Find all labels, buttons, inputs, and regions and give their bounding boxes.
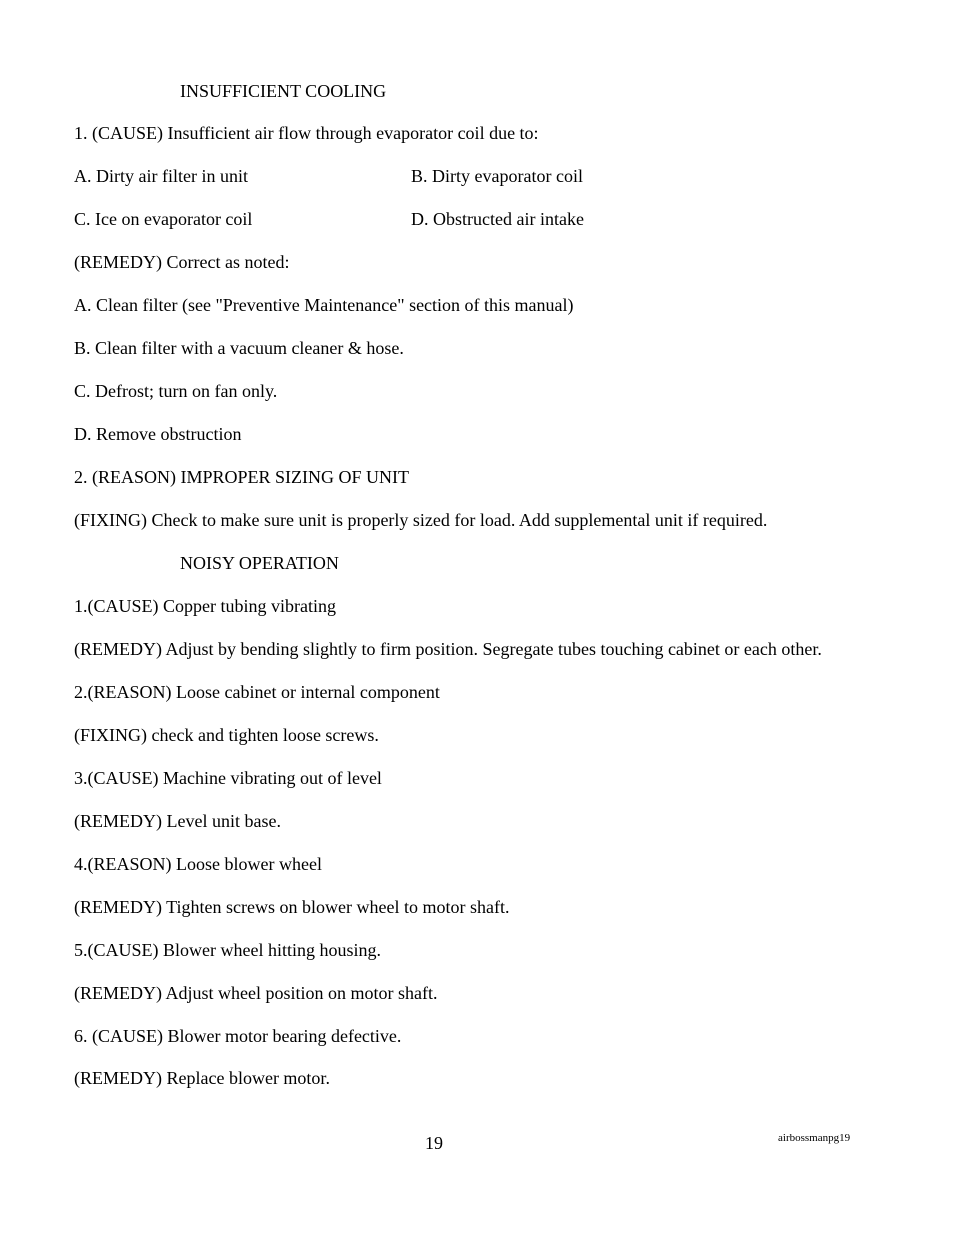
noisy-line: (REMEDY) Adjust wheel position on motor shaft.	[74, 983, 438, 1003]
noisy-line: (REMEDY) Level unit base.	[74, 811, 281, 831]
cause-item-c: C. Ice on evaporator coil	[74, 209, 253, 229]
cause-line: 1. (CAUSE) Insufficient air flow through evaporator coil due to:	[74, 123, 539, 143]
cause-item-a: A. Dirty air filter in unit	[74, 166, 248, 186]
noisy-line: 5.(CAUSE) Blower wheel hitting housing.	[74, 940, 381, 960]
noisy-line: 1.(CAUSE) Copper tubing vibrating	[74, 596, 336, 616]
fixing-line: (FIXING) Check to make sure unit is properly sized for load. Add supplemental unit if required.	[74, 510, 768, 530]
noisy-line: 2.(REASON) Loose cabinet or internal component	[74, 682, 440, 702]
remedy-item-d: D. Remove obstruction	[74, 424, 242, 444]
remedy-item-a: A. Clean filter (see "Preventive Maintenance" section of this manual)	[74, 295, 574, 315]
remedy-line: (REMEDY) Correct as noted:	[74, 252, 290, 272]
noisy-line: (REMEDY) Adjust by bending slightly to firm position. Segregate tubes touching cabinet or each other.	[74, 639, 822, 659]
remedy-item-b: B. Clean filter with a vacuum cleaner & hose.	[74, 338, 404, 358]
section-heading-insufficient-cooling: INSUFFICIENT COOLING	[180, 81, 387, 101]
cause-item-d: D. Obstructed air intake	[411, 209, 584, 229]
noisy-line: 4.(REASON) Loose blower wheel	[74, 854, 322, 874]
reason-line: 2. (REASON) IMPROPER SIZING OF UNIT	[74, 467, 410, 487]
remedy-item-c: C. Defrost; turn on fan only.	[74, 381, 278, 401]
cause-item-b: B. Dirty evaporator coil	[411, 166, 583, 186]
section-heading-noisy-operation: NOISY OPERATION	[180, 553, 339, 573]
document-code: airbossmanpg19	[778, 1132, 851, 1144]
noisy-line: (REMEDY) Tighten screws on blower wheel to motor shaft.	[74, 897, 510, 917]
noisy-line: 3.(CAUSE) Machine vibrating out of level	[74, 768, 382, 788]
noisy-line: (FIXING) check and tighten loose screws.	[74, 725, 379, 745]
noisy-line: 6. (CAUSE) Blower motor bearing defective.	[74, 1026, 402, 1046]
noisy-line: (REMEDY) Replace blower motor.	[74, 1068, 330, 1088]
page-number: 19	[425, 1133, 443, 1153]
